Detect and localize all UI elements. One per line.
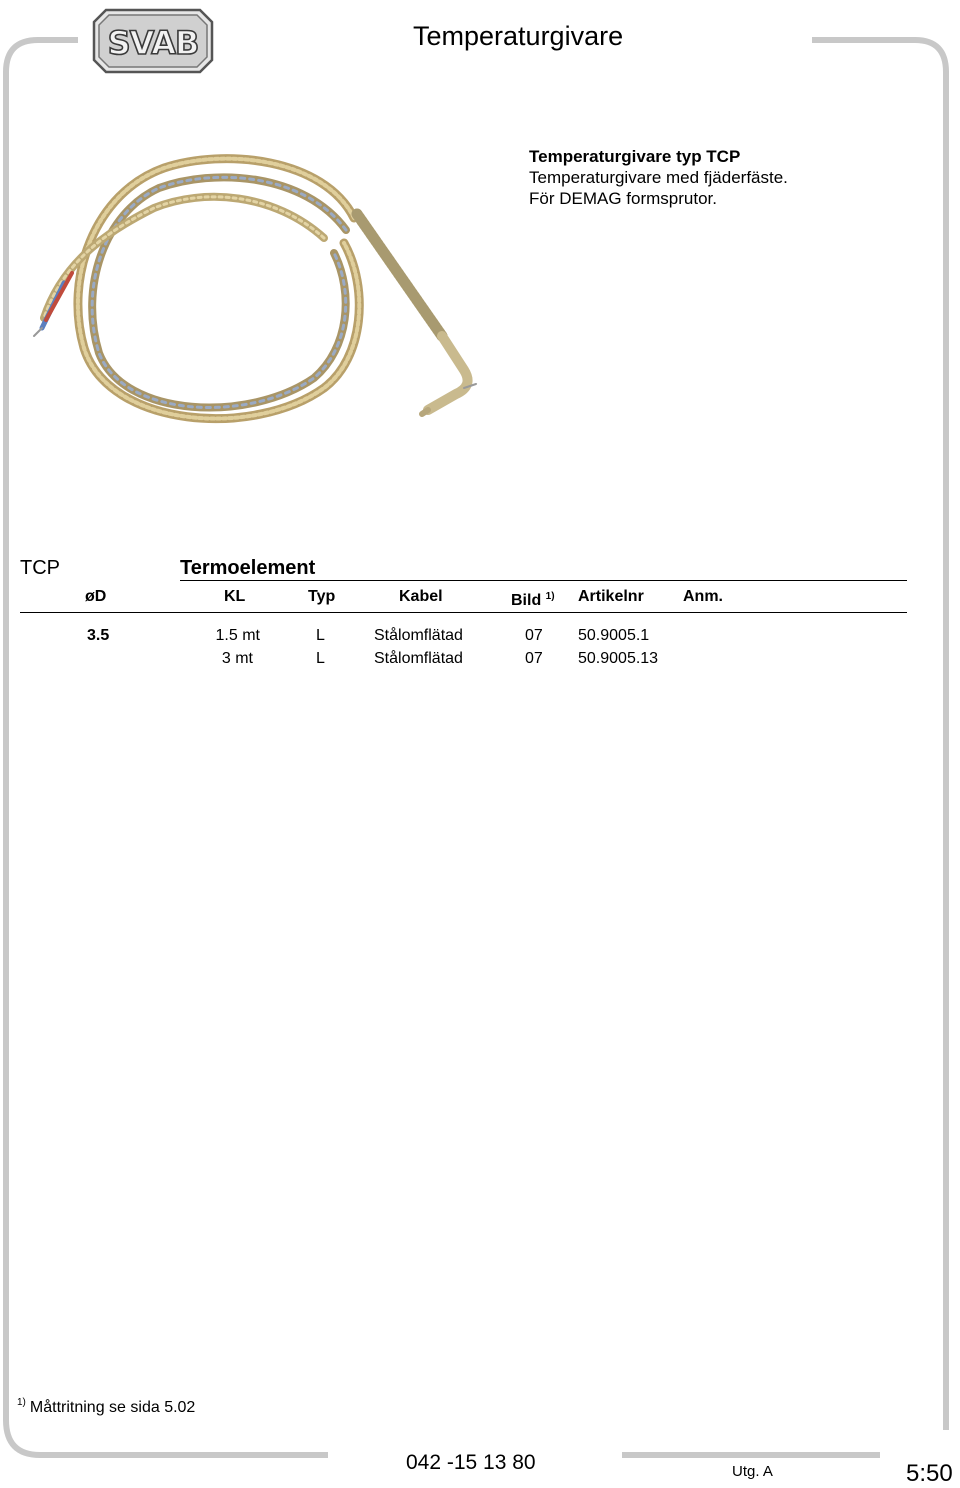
footnote-mark: 1)	[17, 1397, 26, 1408]
product-title: Temperaturgivare typ TCP	[529, 147, 741, 166]
column-header-artikelnr: Artikelnr	[578, 588, 644, 605]
table-header-rule	[20, 612, 907, 613]
product-line-2: För DEMAG formsprutor.	[529, 189, 717, 208]
table-cell-kl: 1.5 mt	[215, 627, 260, 644]
table-caption: Termoelement	[180, 557, 316, 579]
footnote-text: Måttritning se sida 5.02	[29, 1399, 196, 1416]
page-number: 5:50	[906, 1460, 953, 1487]
table-cell-typ: L	[316, 627, 325, 644]
table-group-label: TCP	[20, 557, 60, 579]
column-header-bild-label: Bild	[511, 592, 542, 609]
svab-logo	[92, 8, 214, 74]
page-title: Temperaturgivare	[413, 21, 624, 51]
footer-phone: 042 -15 13 80	[406, 1451, 536, 1474]
table-cell-bild: 07	[525, 650, 543, 667]
table-cell-typ: L	[316, 650, 325, 667]
column-header-anm: Anm.	[683, 588, 723, 605]
table-caption-rule	[180, 580, 907, 581]
product-description	[529, 146, 788, 209]
footer-edition: Utg. A	[732, 1463, 773, 1480]
column-header-bild-note: 1)	[545, 591, 555, 602]
column-header-od: øD	[85, 588, 107, 605]
column-header-typ: Typ	[308, 588, 336, 605]
footnote	[17, 1393, 195, 1418]
table-cell-od: 3.5	[87, 627, 110, 644]
column-header-kabel: Kabel	[399, 588, 443, 605]
table-cell-kl: 3 mt	[221, 650, 253, 667]
product-photo	[24, 148, 494, 453]
table-cell-kabel: Stålomflätad	[374, 650, 463, 667]
product-line-1: Temperaturgivare med fjäderfäste.	[529, 168, 788, 187]
column-header-kl: KL	[224, 588, 246, 605]
table-cell-bild: 07	[525, 627, 543, 644]
table-cell-kabel: Stålomflätad	[374, 627, 463, 644]
table-cell-artikelnr: 50.9005.13	[578, 650, 659, 667]
svg-text:SVAB: SVAB	[107, 24, 199, 62]
table-cell-artikelnr: 50.9005.1	[578, 627, 650, 644]
column-header-bild	[511, 587, 555, 611]
